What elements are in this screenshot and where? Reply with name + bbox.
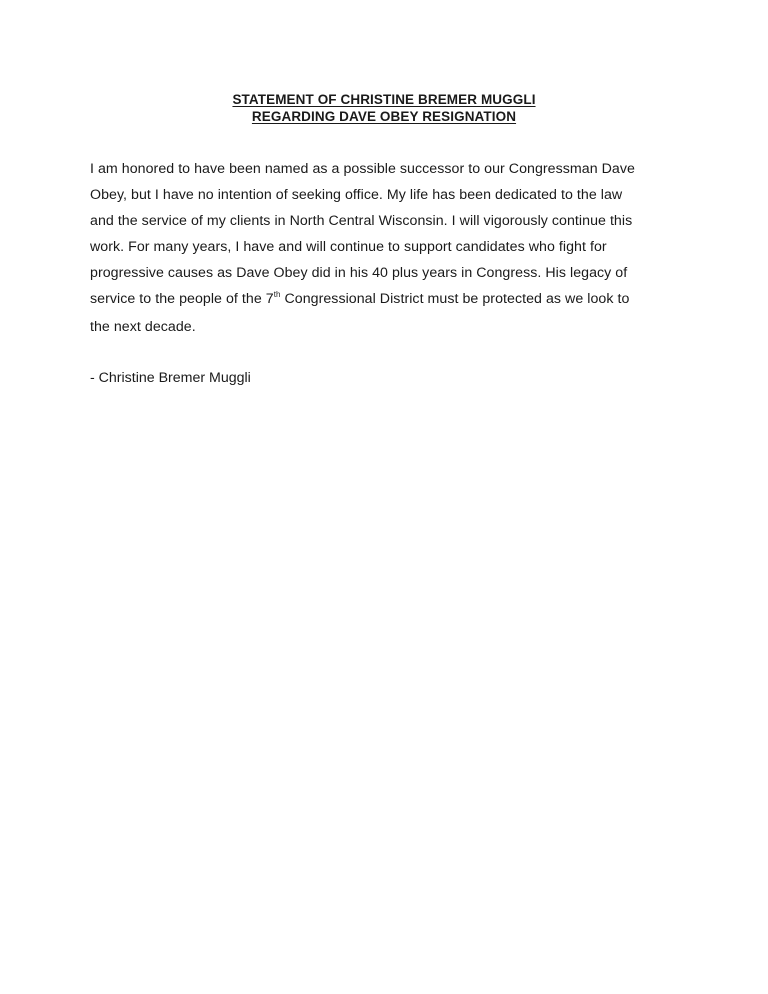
paragraph-line-6-end: Congressional District must be protected as we look to	[280, 291, 630, 307]
statement-title	[0, 91, 768, 125]
paragraph-line-6	[90, 286, 680, 314]
paragraph-line-4: work. For many years, I have and will continue to support candidates who fight for	[90, 239, 607, 255]
paragraph-line-2: Obey, but I have no intention of seeking office. My life has been dedicated to the law	[90, 187, 623, 203]
paragraph-line-6-start: service to the people of the 7	[90, 291, 274, 307]
signature-line: - Christine Bremer Muggli	[90, 370, 251, 386]
ordinal-superscript: th	[273, 290, 281, 299]
paragraph-line-5: progressive causes as Dave Obey did in his 40 plus years in Congress. His legacy of	[90, 265, 628, 281]
statement-paragraph	[90, 156, 680, 340]
paragraph-line-7: the next decade.	[90, 319, 196, 335]
title-line-1: STATEMENT OF CHRISTINE BREMER MUGGLI	[232, 92, 536, 107]
paragraph-line-1: I am honored to have been named as a possible successor to our Congressman Dave	[90, 161, 635, 177]
paragraph-line-3: and the service of my clients in North Central Wisconsin. I will vigorously continue this	[90, 213, 633, 229]
title-line-2: REGARDING DAVE OBEY RESIGNATION	[251, 109, 517, 124]
